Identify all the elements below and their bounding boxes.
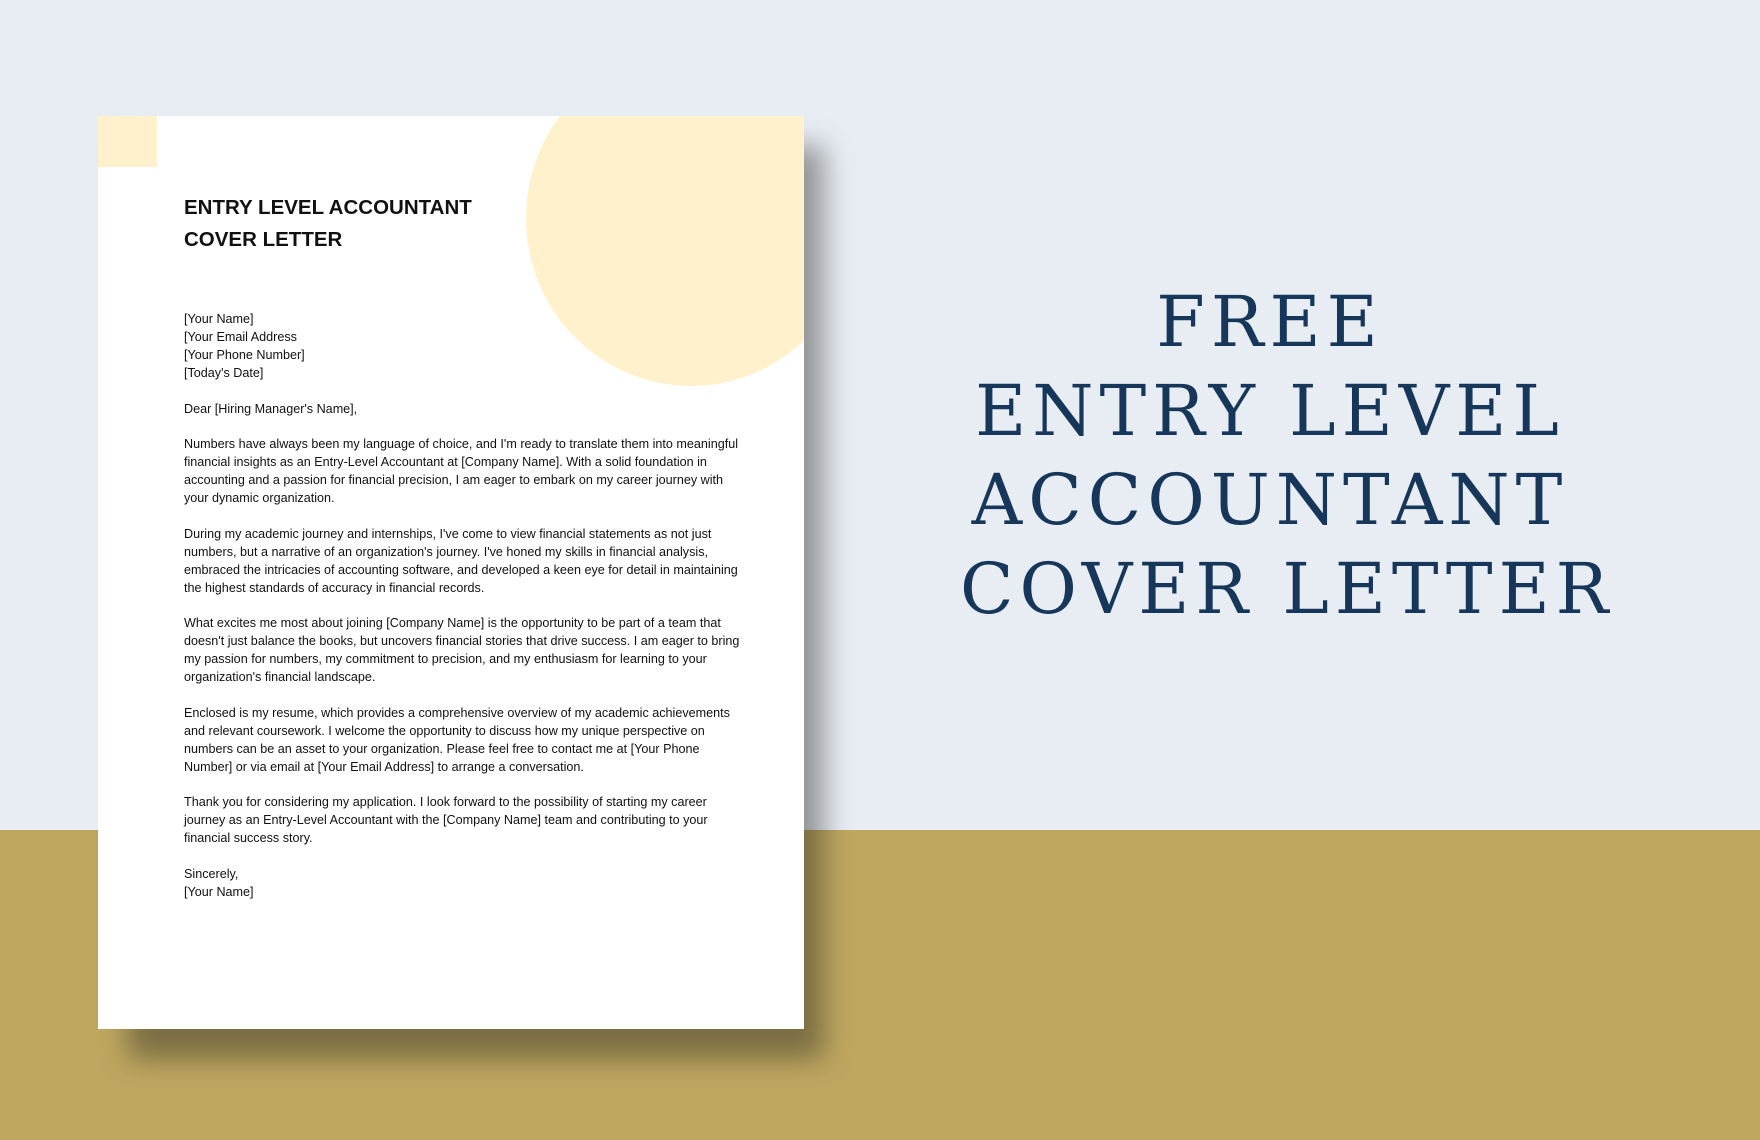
- document-preview: [98, 116, 804, 1029]
- paragraph: During my academic journey and internships, I've come to view financial statements as not just numbers, but a narrative of an organization's journey. I've honed my skills in financial analysis, embraced the intricacies of accounting software, and developed a keen eye for detail in maintaining the highest standards of accuracy in financial records.: [184, 526, 738, 595]
- hero-line: COVER LETTER: [960, 548, 1615, 630]
- hero-line: ENTRY LEVEL: [975, 370, 1565, 452]
- paragraph: Enclosed is my resume, which provides a comprehensive overview of my academic achievements and relevant coursework. I welcome the opportunity to discuss how my unique perspective on numbers can be an asset to your organization. Please feel free to contact me at [Your Phone Number] or via email at [Your Email Address] to arrange a conversation.: [184, 705, 730, 774]
- signature: [Your Name]: [184, 884, 254, 899]
- salutation: Dear [Hiring Manager's Name],: [184, 401, 358, 416]
- title-line: COVER LETTER: [184, 228, 343, 251]
- hero-title: [960, 278, 1615, 634]
- title-line: ENTRY LEVEL ACCOUNTANT: [184, 196, 472, 219]
- paragraph: What excites me most about joining [Company Name] is the opportunity to be part of a team that doesn't just balance the books, but uncovers financial stories that drive success. I am eager to bring my passion for numbers, my commitment to precision, and my enthusiasm for learning to your organization's financial landscape.: [184, 616, 740, 685]
- sender-date: [Today's Date]: [184, 365, 264, 380]
- paragraph: Thank you for considering my application. I look forward to the possibility of starting my career journey as an Entry-Level Accountant with the [Company Name] team and contributing to your financial success story.: [184, 795, 708, 846]
- closing: Sincerely,: [184, 866, 239, 881]
- sender-block: [184, 311, 744, 383]
- sender-phone: [Your Phone Number]: [184, 347, 305, 362]
- sender-email: [Your Email Address: [184, 329, 297, 344]
- closing-block: [184, 866, 744, 902]
- paragraph: Numbers have always been my language of choice, and I'm ready to translate them into meaningful financial insights as an Entry-Level Accountant at [Company Name]. With a solid foundation in accounting and a passion for financial precision, I am eager to embark on my career journey with your dynamic organization.: [184, 437, 739, 506]
- hero-line: ACCOUNTANT: [971, 459, 1569, 541]
- hero-line: FREE: [1156, 281, 1384, 363]
- sender-name: [Your Name]: [184, 312, 254, 326]
- decor-square: [98, 116, 157, 167]
- document-title: [184, 192, 472, 256]
- letter-body: [184, 311, 744, 920]
